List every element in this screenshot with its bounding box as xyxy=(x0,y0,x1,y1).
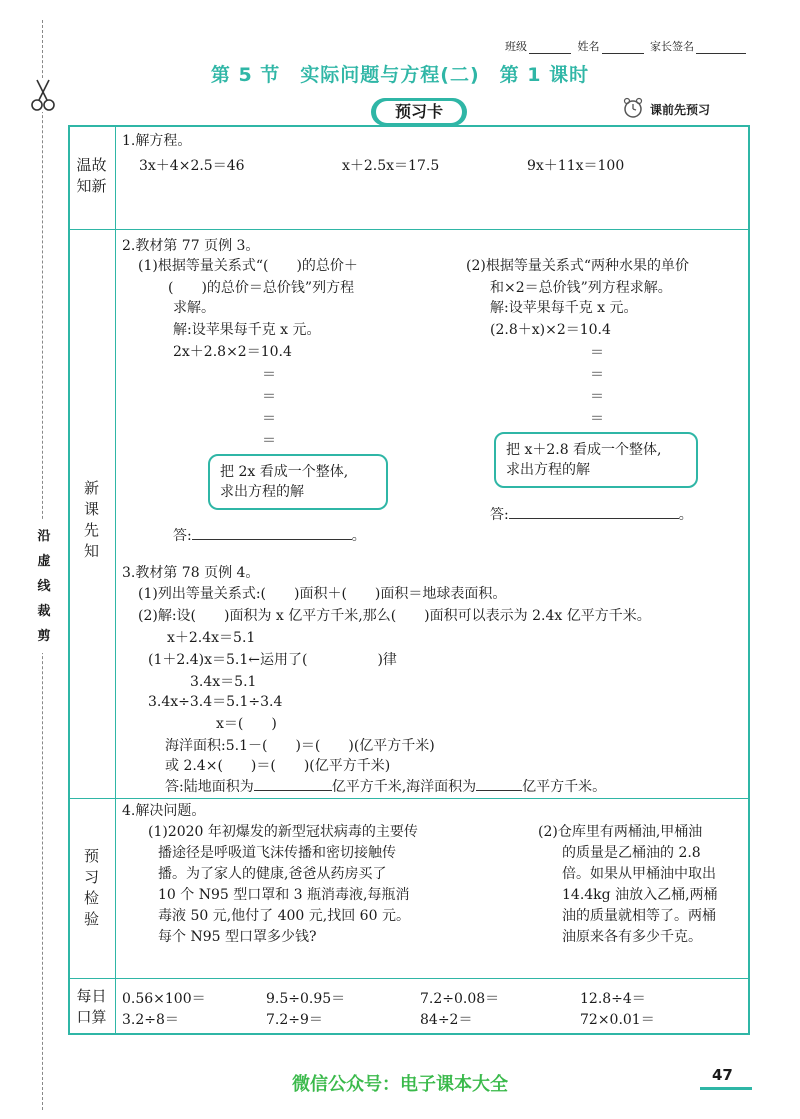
parent-sign-label: 家长签名 xyxy=(650,40,694,53)
eq-sign: ＝ xyxy=(262,411,276,427)
q2-p2-line2: 和×2＝总价钱”列方程求解。 xyxy=(490,280,672,296)
hint-bubble-1: 把 2x 看成一个整体, 求出方程的解 xyxy=(208,454,388,510)
q3-line4: (1＋2.4)x＝5.1←运用了( )律 xyxy=(148,652,397,668)
mental-math-7: 84÷2＝ xyxy=(420,1012,473,1028)
land-area-blank[interactable] xyxy=(254,790,332,791)
mental-math-6: 7.2÷9＝ xyxy=(266,1012,323,1028)
name-field[interactable] xyxy=(602,43,644,54)
q2-p2-steps xyxy=(590,342,604,430)
q3-line8: 海洋面积:5.1－( )＝( )(亿平方千米) xyxy=(165,738,435,754)
answer-blank[interactable] xyxy=(192,539,352,540)
q4-title: 4.解决问题。 xyxy=(122,803,206,819)
answer-blank[interactable] xyxy=(509,518,679,519)
q2-title: 2.教材第 77 页例 3。 xyxy=(122,238,260,254)
q1-title: 1.解方程。 xyxy=(122,133,192,149)
q2-p2-answer: 答: 。 xyxy=(490,507,693,523)
row-label-new: 新 课 先 知 xyxy=(83,479,99,560)
q2-p1-equation: 2x＋2.8×2＝10.4 xyxy=(173,344,292,360)
q1-equation-2: x＋2.5x＝17.5 xyxy=(342,158,440,174)
row-divider-1 xyxy=(68,229,750,230)
mental-math-4: 12.8÷4＝ xyxy=(580,991,646,1007)
q3-line1: (1)列出等量关系式:( )面积＋( )面积＝地球表面积。 xyxy=(138,586,507,602)
mental-math-2: 9.5÷0.95＝ xyxy=(266,991,346,1007)
mental-math-5: 3.2÷8＝ xyxy=(122,1012,179,1028)
row-label-daily: 每日 口算 xyxy=(76,987,107,1026)
eq-sign: ＝ xyxy=(262,433,276,449)
q2-p1-line1: (1)根据等量关系式“( )的总价＋ xyxy=(138,258,358,274)
label-column-divider xyxy=(115,125,116,1035)
eq-sign: ＝ xyxy=(262,389,276,405)
ocean-area-blank[interactable] xyxy=(476,790,522,791)
q3-line3: x＋2.4x＝5.1 xyxy=(167,630,256,646)
footer-watermark: 微信公众号：电子课本大全 xyxy=(292,1074,508,1095)
alarm-clock-icon xyxy=(622,97,644,119)
eq-sign: ＝ xyxy=(590,389,604,405)
hint-bubble-2: 把 x＋2.8 看成一个整体, 求出方程的解 xyxy=(494,432,698,488)
eq-sign: ＝ xyxy=(590,345,604,361)
class-field[interactable] xyxy=(529,43,571,54)
q4-problem-2: (2)仓库里有两桶油,甲桶油 的质量是乙桶油的 2.8 倍。如果从甲桶油中取出 14.4kg 油放入乙桶,两桶 油的质量就相等了。两桶 油原来各有多少千克。 xyxy=(538,824,718,945)
student-info xyxy=(505,38,749,54)
scissors-icon xyxy=(30,78,56,112)
q3-line7: x＝( ) xyxy=(216,716,277,732)
mental-math-8: 72×0.01＝ xyxy=(580,1012,655,1028)
q2-p1-steps xyxy=(262,364,276,452)
mental-math-3: 7.2÷0.08＝ xyxy=(420,991,500,1007)
q1-equation-1: 3x＋4×2.5＝46 xyxy=(139,158,245,174)
q2-p2-line1: (2)根据等量关系式“两种水果的单价 xyxy=(466,258,689,274)
q4-problem-1: (1)2020 年初爆发的新型冠状病毒的主要传 播途径是呼吸道飞沫传播和密切接触传 播。为了家人的健康,爸爸从药房买了 10 个 N95 型口罩和 3 瓶消毒液,每瓶消 毒液 50 元,他付了 400 元,找回 60 元。 每个 N95 型口罩多少钱? xyxy=(148,824,418,945)
card-badge: 预习卡 xyxy=(376,101,462,123)
q2-p2-equation: (2.8＋x)×2＝10.4 xyxy=(490,322,611,338)
q3-line10: 答:陆地面积为 亿平方千米,海洋面积为 亿平方千米。 xyxy=(165,779,607,795)
q1-equation-3: 9x＋11x＝100 xyxy=(527,158,625,174)
row-label-review: 温故 知新 xyxy=(76,156,107,195)
q2-p2-let: 解:设苹果每千克 x 元。 xyxy=(490,300,638,316)
q3-title: 3.教材第 78 页例 4。 xyxy=(122,565,260,581)
q3-line2: (2)解:设( )面积为 x 亿平方千米,那么( )面积可以表示为 2.4x 亿平方千米。 xyxy=(138,608,651,624)
row-divider-2 xyxy=(68,798,750,799)
eq-sign: ＝ xyxy=(590,411,604,427)
parent-sign-field[interactable] xyxy=(696,43,746,54)
row-label-check: 预 习 检 验 xyxy=(83,847,99,928)
eq-sign: ＝ xyxy=(590,367,604,383)
row-divider-3 xyxy=(68,978,750,979)
name-label: 姓名 xyxy=(577,40,600,53)
lesson-title: 第 5 节 实际问题与方程(二) 第 1 课时 xyxy=(210,64,590,86)
mental-math-1: 0.56×100＝ xyxy=(122,991,206,1007)
page-number: 47 xyxy=(712,1066,733,1084)
q2-p1-line3: 求解。 xyxy=(173,300,215,316)
q3-line9: 或 2.4×( )＝( )(亿平方千米) xyxy=(165,758,391,774)
q3-line5: 3.4x＝5.1 xyxy=(190,674,257,690)
page-number-bar xyxy=(700,1087,752,1090)
q3-line6: 3.4x÷3.4＝5.1÷3.4 xyxy=(148,694,283,710)
q2-p1-let: 解:设苹果每千克 x 元。 xyxy=(173,322,321,338)
q2-p1-line2: ( )的总价＝总价钱”列方程 xyxy=(168,280,355,296)
eq-sign: ＝ xyxy=(262,367,276,383)
preview-label: 课前先预习 xyxy=(650,103,711,117)
cut-instruction: 沿虚线裁剪 xyxy=(36,520,52,653)
class-label: 班级 xyxy=(505,40,527,53)
q2-p1-answer: 答: 。 xyxy=(173,528,366,544)
